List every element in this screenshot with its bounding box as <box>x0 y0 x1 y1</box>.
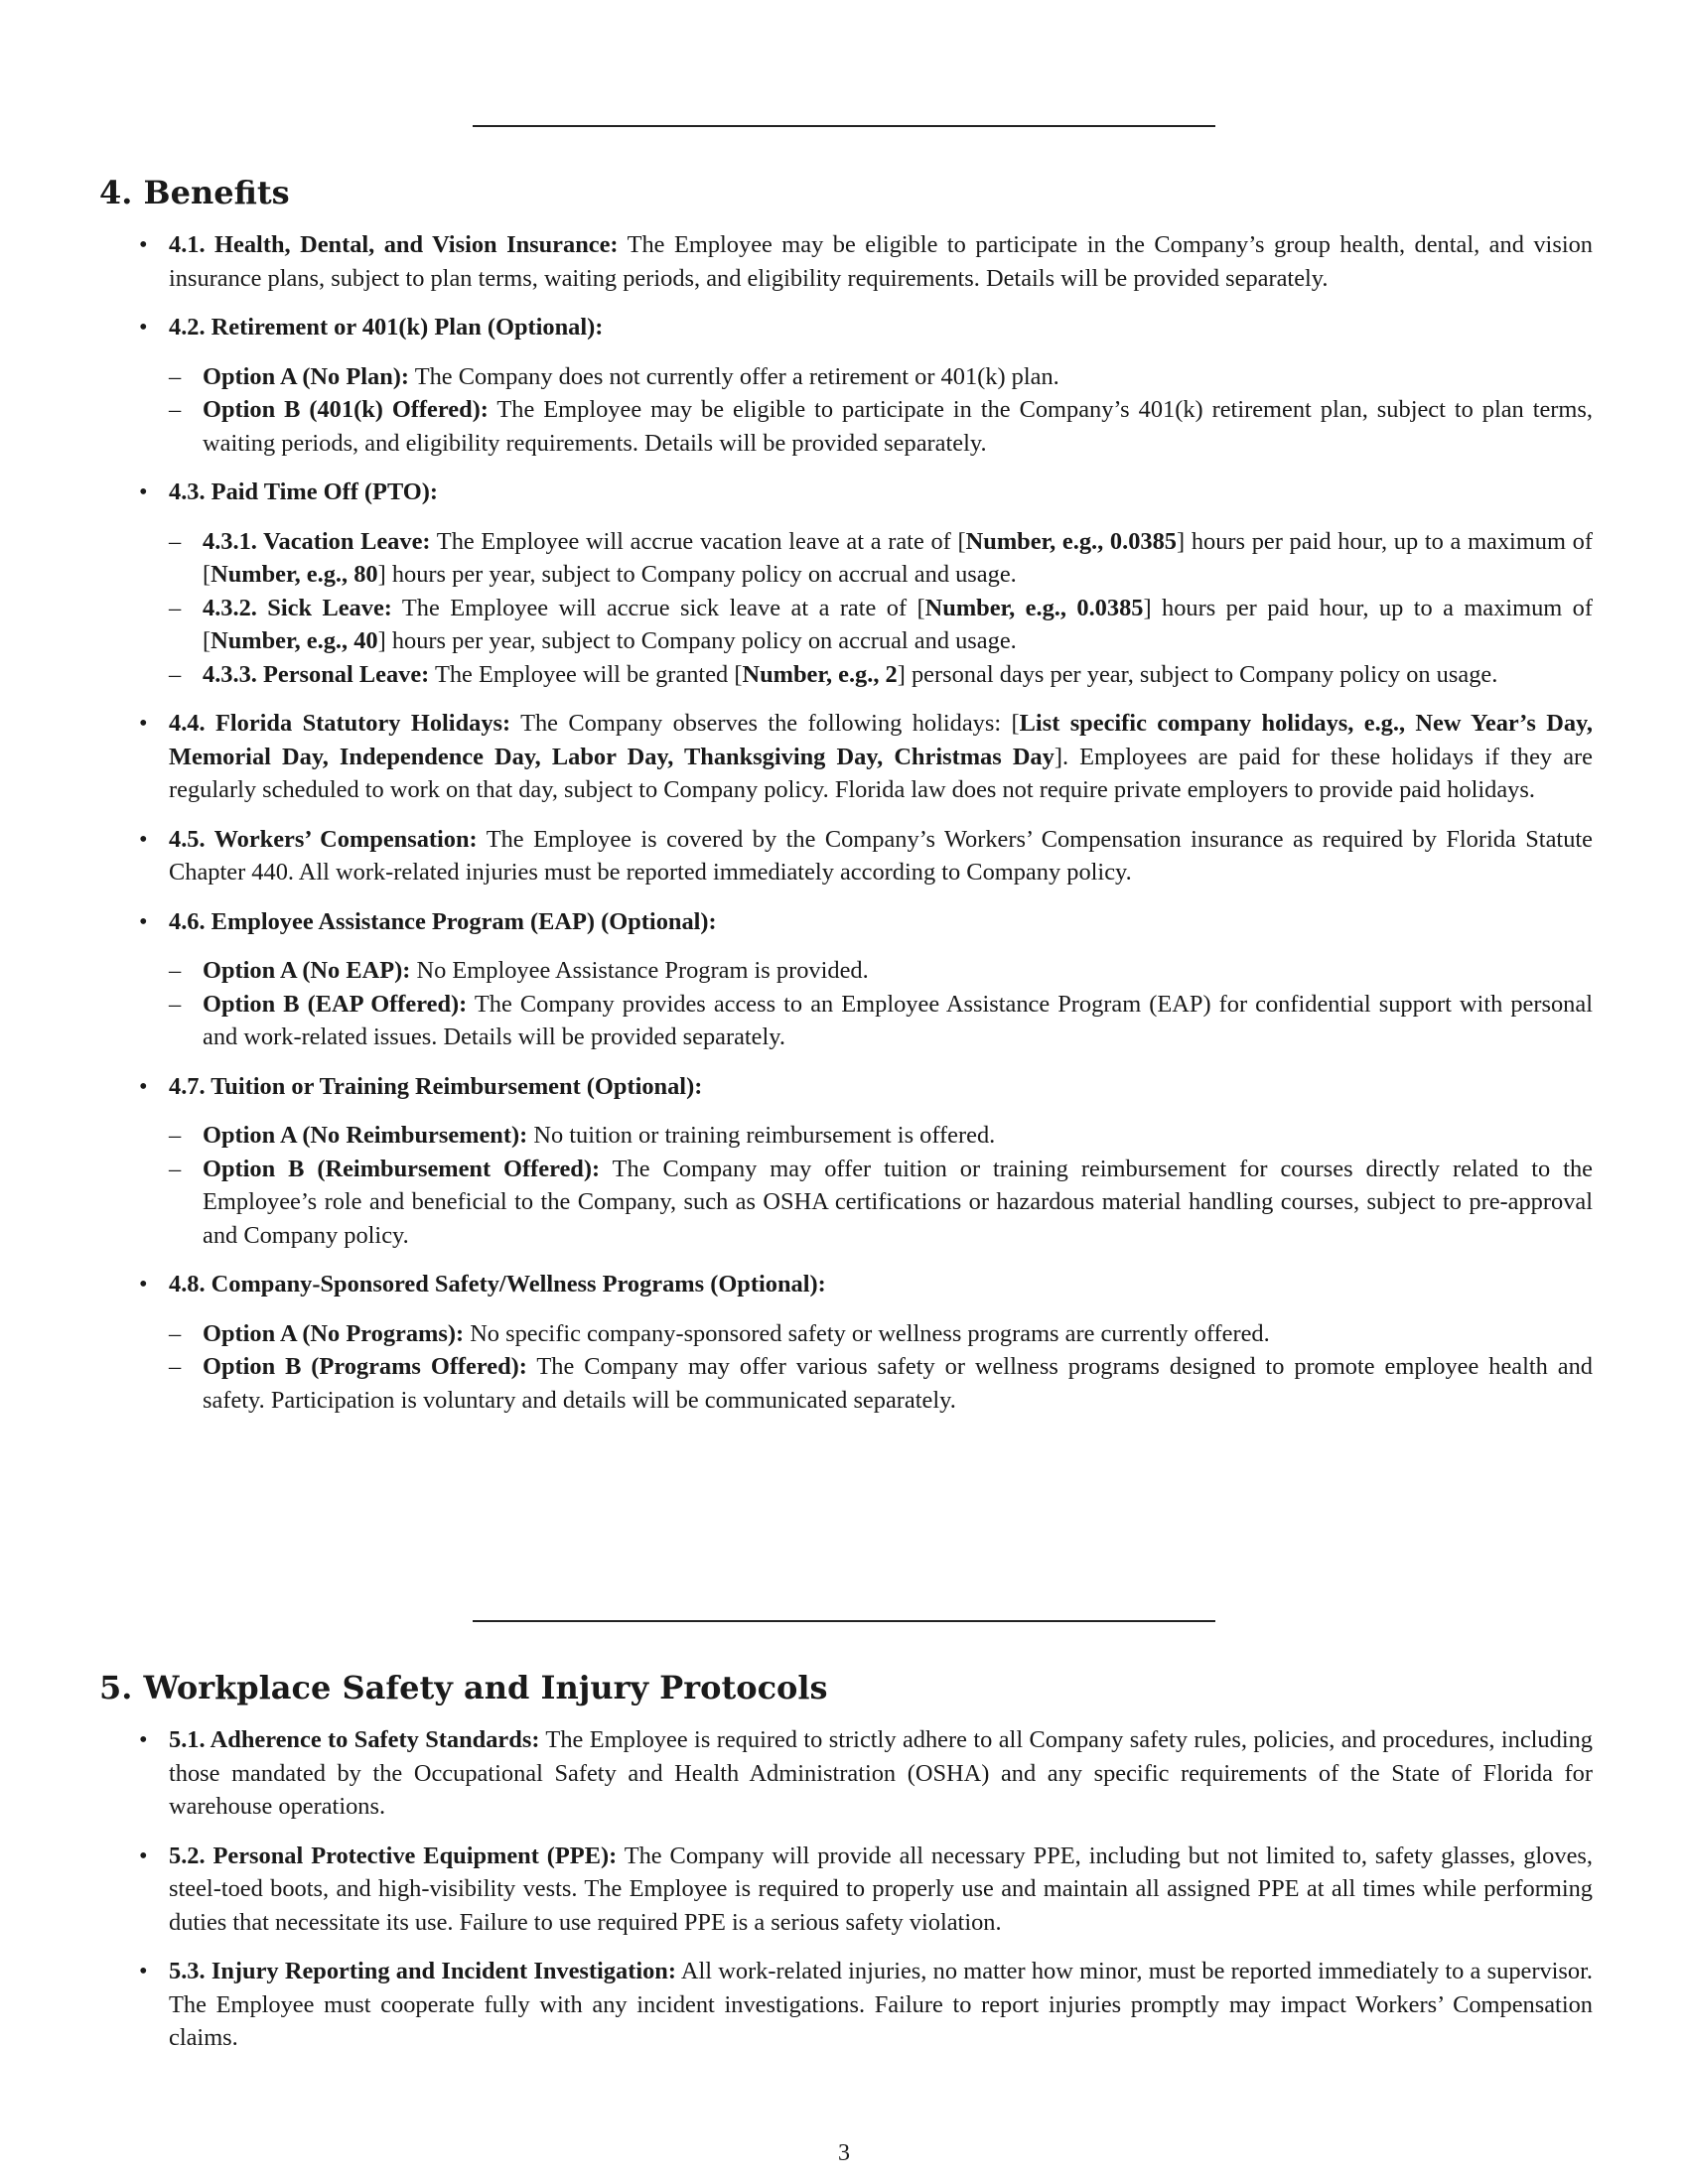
sub-item-label: Option B (EAP Offered): <box>203 990 468 1018</box>
sub-item-label: Option B (401(k) Offered): <box>203 396 489 423</box>
horizontal-rule <box>473 1620 1215 1622</box>
list-item-5-3 <box>135 1955 1593 2055</box>
placeholder-text: Number, e.g., 0.0385 <box>965 527 1177 555</box>
list-item-4-8 <box>135 1268 1593 1417</box>
list-item-4-7 <box>135 1070 1593 1253</box>
sub-item-text: No Employee Assistance Program is provided. <box>410 957 869 984</box>
item-label: 4.5. Workers’ Compensation: <box>169 825 478 853</box>
item-text: The Company will provide all necessary PPE, including but not limited to, safety glasses, gloves, steel-toed boots, and high-visibility vests. The Employee is required to properly use and maintain all assigned PPE at all times while performing duties that necessitate its use. Failure to use required PPE is a serious safety violation. <box>169 1842 1593 1936</box>
placeholder-text: Number, e.g., 0.0385 <box>924 594 1144 621</box>
placeholder-text: List specific company holidays, e.g., New Year’s Day, Memorial Day, Independence Day, Labor Day, Thanksgiving Day, Christmas Day <box>169 710 1593 770</box>
item-label: 4.3. Paid Time Off (PTO): <box>169 478 438 505</box>
item-text: All work-related injuries, no matter how minor, must be reported immediately to a supervisor. The Employee must cooperate fully with any incident investigations. Failure to report injuries promptly may impact Workers’ Compensation claims. <box>169 1958 1593 2051</box>
sub-item-text: ] hours per paid hour, up to a maximum of [ <box>203 527 1593 588</box>
list-item-4-6 <box>135 905 1593 1054</box>
sub-item-text: The Company may offer tuition or training reimbursement for courses directly related to the Employee’s role and beneficial to the Company, such as OSHA certifications or hazardous material handling courses, subject to pre-approval and Company policy. <box>203 1155 1593 1249</box>
list-item-4-1 <box>135 228 1593 295</box>
sub-item-text: The Employee will accrue vacation leave at a rate of [ <box>430 527 966 555</box>
placeholder-text: Number, e.g., 80 <box>211 561 378 588</box>
item-text: The Company observes the following holidays: [ <box>510 710 1020 737</box>
sub-item <box>169 658 1593 692</box>
sub-item-label: Option A (No Reimbursement): <box>203 1122 528 1149</box>
sub-item-text: The Company provides access to an Employee Assistance Program (EAP) for confidential support with personal and work-related issues. Details will be provided separately. <box>203 990 1593 1050</box>
section-4-heading: 4. Benefits <box>99 174 290 211</box>
item-text: The Employee may be eligible to participate in the Company’s group health, dental, and vision insurance plans, subject to plan terms, waiting periods, and eligibility requirements. Details will be provided separately. <box>169 231 1593 292</box>
sub-item-text: ] personal days per year, subject to Company policy on usage. <box>897 660 1498 688</box>
item-label: 5.1. Adherence to Safety Standards: <box>169 1726 540 1753</box>
sub-item <box>169 1119 1593 1153</box>
sub-item-label: Option B (Reimbursement Offered): <box>203 1155 601 1182</box>
item-label: 4.1. Health, Dental, and Vision Insurance: <box>169 231 619 258</box>
list-item-4-5 <box>135 823 1593 889</box>
item-label: 4.8. Company-Sponsored Safety/Wellness Programs (Optional): <box>169 1271 826 1297</box>
sub-list <box>169 1317 1593 1418</box>
sub-item <box>169 592 1593 658</box>
sub-item <box>169 525 1593 592</box>
sub-item-label: 4.3.1. Vacation Leave: <box>203 527 431 555</box>
sub-item-text: The Employee may be eligible to participate in the Company’s 401(k) retirement plan, subject to plan terms, waiting periods, and eligibility requirements. Details will be provided separately. <box>203 396 1593 457</box>
item-label: 4.6. Employee Assistance Program (EAP) (Optional): <box>169 907 717 935</box>
sub-item-text: ] hours per year, subject to Company policy on accrual and usage. <box>377 561 1017 588</box>
sub-list <box>169 954 1593 1054</box>
sub-list <box>169 525 1593 692</box>
sub-list <box>169 360 1593 461</box>
sub-item-text: No tuition or training reimbursement is offered. <box>527 1122 996 1149</box>
list-item-4-2 <box>135 311 1593 460</box>
placeholder-text: Number, e.g., 2 <box>742 660 898 688</box>
sub-item-label: Option B (Programs Offered): <box>203 1353 527 1380</box>
sub-item-text: The Company does not currently offer a retirement or 401(k) plan. <box>409 362 1059 390</box>
sub-list <box>169 1119 1593 1252</box>
sub-item <box>169 988 1593 1054</box>
item-label: 4.2. Retirement or 401(k) Plan (Optional): <box>169 314 604 341</box>
sub-item-text: No specific company-sponsored safety or wellness programs are currently offered. <box>464 1319 1270 1347</box>
list-item-4-3 <box>135 476 1593 691</box>
sub-item-text: ] hours per year, subject to Company policy on accrual and usage. <box>377 627 1017 654</box>
horizontal-rule <box>473 125 1215 127</box>
sub-item <box>169 954 1593 988</box>
safety-list <box>135 1723 1593 2071</box>
section-5-heading: 5. Workplace Safety and Injury Protocols <box>99 1669 828 1706</box>
item-label: 5.3. Injury Reporting and Incident Investigation: <box>169 1958 676 1984</box>
sub-item-label: 4.3.3. Personal Leave: <box>203 660 430 688</box>
item-text: The Employee is required to strictly adhere to all Company safety rules, policies, and procedures, including those mandated by the Occupational Safety and Health Administration (OSHA) and any specific requirements of the State of Florida for warehouse operations. <box>169 1726 1593 1820</box>
benefits-list <box>135 228 1593 1433</box>
list-item-5-1 <box>135 1723 1593 1824</box>
item-label: 4.7. Tuition or Training Reimbursement (Optional): <box>169 1072 703 1100</box>
sub-item-label: 4.3.2. Sick Leave: <box>203 594 392 621</box>
sub-item-text: The Company may offer various safety or wellness programs designed to promote employee health and safety. Participation is voluntary and details will be communicated separately. <box>203 1353 1593 1414</box>
list-item-4-4 <box>135 707 1593 807</box>
sub-item <box>169 393 1593 460</box>
sub-item-label: Option A (No Plan): <box>203 362 410 390</box>
item-label: 4.4. Florida Statutory Holidays: <box>169 710 511 737</box>
page-number: 3 <box>838 2140 850 2166</box>
sub-item <box>169 1153 1593 1253</box>
sub-item-label: Option A (No Programs): <box>203 1319 465 1347</box>
sub-item <box>169 1350 1593 1417</box>
sub-item-text: The Employee will accrue sick leave at a rate of [ <box>391 594 925 621</box>
list-item-5-2 <box>135 1840 1593 1940</box>
item-text: The Employee is covered by the Company’s Workers’ Compensation insurance as required by Florida Statute Chapter 440. All work-related injuries must be reported immediately according to Company policy. <box>169 825 1593 886</box>
sub-item <box>169 1317 1593 1351</box>
item-text: ]. Employees are paid for these holidays if they are regularly scheduled to work on that day, subject to Company policy. Florida law does not require private employers to provide paid holidays. <box>169 743 1593 803</box>
placeholder-text: Number, e.g., 40 <box>211 627 378 654</box>
sub-item <box>169 360 1593 394</box>
sub-item-text: ] hours per paid hour, up to a maximum of [ <box>203 594 1593 654</box>
sub-item-label: Option A (No EAP): <box>203 957 411 984</box>
item-label: 5.2. Personal Protective Equipment (PPE): <box>169 1842 618 1869</box>
sub-item-text: The Employee will be granted [ <box>429 660 743 688</box>
